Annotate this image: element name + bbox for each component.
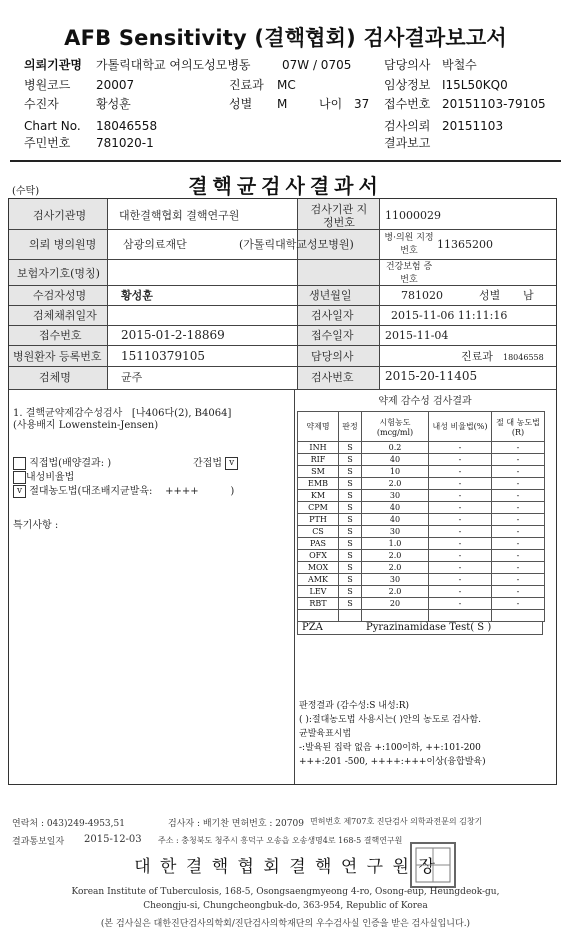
col-header: 판정 [339,412,362,442]
doc-tag: (수탁) [12,186,40,197]
sensitivity-table [297,411,545,622]
notes-label: 특기사항 : [13,520,59,531]
sens-cell: S [339,454,362,466]
sens-row [298,466,545,478]
sens-row [298,538,545,550]
license: 면허번호 제707호 진단검사 의학과전문의 김창기 [310,817,483,826]
report-date-label: 결과통보일자 [12,837,65,847]
header-label: 진료과 [229,78,264,92]
sens-row [298,502,545,514]
age-label: 나이 [319,97,343,111]
header-value: 20151103 [442,119,504,133]
sens-row [298,550,545,562]
sens-cell [429,610,492,622]
field-label: 수검자성명 [33,289,87,302]
sens-cell: - [429,586,492,598]
header-label: 검사의뢰 [384,119,431,133]
sens-cell: - [429,550,492,562]
header-value: 07W / 0705 [282,58,352,72]
pza-label: PZA [302,622,323,633]
field-label: 담당의사 [311,350,354,363]
sens-cell: CPM [298,502,339,514]
sens-cell: PAS [298,538,339,550]
sens-cell: - [492,562,545,574]
sens-cell [362,610,429,622]
doc-title: 결핵균검사결과서 [188,174,383,198]
divider [10,160,561,162]
sens-cell: 1.0 [362,538,429,550]
field-label: 진료과 [461,350,493,363]
field-value: 11000029 [385,209,441,222]
header-label: 수진자 [24,97,59,111]
sens-cell: S [339,478,362,490]
org-name: 대 한 결 핵 협 회 결 핵 연 구 원 장 [134,857,437,877]
header-label: 임상정보 [384,78,431,92]
sens-row [298,610,545,622]
field-value: 삼광의료재단 [123,238,187,251]
field-value: 2015-01-2-18869 [121,328,225,342]
field-value: 2015-11-04 [385,329,449,342]
col-header: 절 대 농도법(R) [492,412,545,442]
header-label: 병원코드 [24,78,71,92]
inspector: 검사자 : 배기찬 면허번호 : 20709 [168,819,304,829]
test-method: (사용배지 Lowenstein-Jensen) [13,420,159,431]
field-value: 2015-11-06 11:11:16 [391,309,508,322]
indirect-checkbox: v [225,457,238,470]
legend-line: -:발육된 집락 없음 +:100이하, ++:101-200 [299,743,481,753]
sens-cell: RBT [298,598,339,610]
header-value: 18046558 [96,119,158,133]
sens-cell: INH [298,442,339,454]
sens-cell: S [339,502,362,514]
sens-cell [339,610,362,622]
header-label: 담당의사 [384,58,431,72]
sens-row [298,526,545,538]
sens-cell: - [492,478,545,490]
header-value: 박철수 [442,58,477,72]
sens-cell: 0.2 [362,442,429,454]
direct-method [13,457,111,470]
field-value: 15110379105 [121,349,205,363]
field-label: 성별 [479,289,501,302]
legend-line: +++:201 -500, ++++:+++이상(융합발육) [299,757,486,767]
sens-cell: S [339,466,362,478]
header-value: 가톨릭대학교 여의도성모병동 [96,58,251,72]
field-value: 균주 [121,371,143,384]
org-address: 주소 : 충청북도 청주시 흥덕구 오송읍 오송생명4로 168-5 결핵연구원 [158,836,403,845]
sens-cell: 2.0 [362,586,429,598]
col-header: 내성 비율법(%) [429,412,492,442]
header-value: 781020-1 [96,136,154,150]
header-label: 의뢰기관명 [24,58,82,72]
sens-cell: 10 [362,466,429,478]
sens-cell: - [429,490,492,502]
sens-cell: S [339,442,362,454]
sens-cell: - [492,586,545,598]
sens-cell: - [429,598,492,610]
sens-cell: EMB [298,478,339,490]
header-label: 접수번호 [384,97,431,111]
sens-table-wrap [297,411,545,635]
result-form [8,198,557,785]
field-label: 검체명 [39,371,71,384]
sens-cell: S [339,562,362,574]
sens-cell: S [339,586,362,598]
header-value: M [277,97,288,111]
field-label: 검사일자 [311,309,354,322]
header-label: 결과보고 [384,136,431,150]
legend-line: ( ):절대농도법 사용시는( )안의 농도로 검사함. [299,715,482,725]
sens-cell: OFX [298,550,339,562]
sens-cell: 2.0 [362,550,429,562]
pza-row [297,622,543,635]
field-label: 병·의원 지정번호 [384,233,434,256]
resist-ratio-checkbox [13,471,26,484]
org-address-en-1: Korean Institute of Tuberculosis, 168-5, Osongsaengmyeong 4-ro, Osong-eup, Heungdeok-gu, [71,887,500,897]
sens-cell: - [429,562,492,574]
sens-row [298,478,545,490]
col-header: 약제명 [298,412,339,442]
sens-row [298,586,545,598]
sens-cell: 40 [362,454,429,466]
field-label: 접수번호 [39,329,82,342]
sens-cell: - [492,598,545,610]
sens-cell: S [339,598,362,610]
sens-cell: RIF [298,454,339,466]
sens-row [298,442,545,454]
sens-cell: - [492,574,545,586]
field-value: 대한결핵협회 결핵연구원 [119,209,240,222]
sens-cell: SM [298,466,339,478]
sens-cell: 2.0 [362,562,429,574]
sens-cell: 30 [362,490,429,502]
field-label: 생년월일 [309,289,352,302]
indirect-method [193,457,238,470]
header-value: 20007 [96,78,135,92]
field-label: 보험자기호(명칭) [17,267,100,280]
pza-value: Pyrazinamidase Test( S ) [366,622,492,633]
sens-cell: 40 [362,502,429,514]
field-label: 검사기관 지정번호 [310,203,368,229]
certification-note: (본 검사실은 대한진단검사의학회/진단검사의학재단의 우수검사실 인증을 받은 검사실입니다.) [100,919,471,929]
sens-cell: S [339,574,362,586]
sens-cell: PTH [298,514,339,526]
field-label: 병원환자 등록번호 [13,350,102,363]
indirect-label: 간접법 [193,458,222,469]
sens-cell: - [429,442,492,454]
header-info [24,58,554,154]
header-value: 20151103-79105 [442,97,546,111]
header-label: 주민번호 [24,136,71,150]
sens-cell: AMK [298,574,339,586]
resist-ratio-method [13,471,74,484]
header-value: 황성훈 [96,97,131,111]
sens-row [298,598,545,610]
sens-cell: - [492,550,545,562]
field-value: 18046558 [503,353,544,362]
field-value: 781020 [401,289,443,302]
official-seal [410,842,456,888]
sens-cell: - [429,466,492,478]
legend-line: 판정결과 (감수성:S 내성:R) [299,701,409,711]
sens-cell: - [492,514,545,526]
field-value: (가톨릭대학교성모병원) [239,238,354,251]
sens-cell [492,610,545,622]
sens-cell: S [339,514,362,526]
sens-cell: - [429,502,492,514]
report-date: 2015-12-03 [84,834,142,845]
sens-cell [298,610,339,622]
field-value: 2015-20-11405 [385,369,478,383]
age-value: 37 [354,97,370,111]
absolute-method [13,485,234,498]
sens-row [298,562,545,574]
sens-cell: S [339,550,362,562]
sens-cell: LEV [298,586,339,598]
seal-icon [412,844,454,886]
sens-row [298,574,545,586]
sens-cell: 2.0 [362,478,429,490]
report-title: AFB Sensitivity (결핵협회) 검사결과보고서 [64,26,507,50]
sens-cell: - [492,502,545,514]
sens-cell: 30 [362,574,429,586]
sens-cell: - [429,514,492,526]
field-label: 검체채취일자 [33,309,97,322]
sens-cell: S [339,490,362,502]
sens-cell: - [492,490,545,502]
col-header: 시험농도 (mcg/ml) [362,412,429,442]
header-value: MC [277,78,296,92]
sens-cell: - [492,466,545,478]
field-label: 의뢰 병의원명 [29,238,97,251]
contact: 연락처 : 043)249-4953,51 [12,819,125,829]
field-value: 11365200 [437,238,493,251]
legend [299,699,553,769]
sens-cell: - [492,442,545,454]
absolute-label: 절대농도법(대조배지균발육: ++++ ) [29,486,235,497]
field-label: 검사번호 [311,371,354,384]
sens-cell: - [429,538,492,550]
sens-cell: S [339,526,362,538]
sens-cell: - [429,574,492,586]
sens-cell: S [339,538,362,550]
sens-cell: - [429,478,492,490]
patient-name: 황성훈 [121,289,153,302]
sens-cell: 30 [362,526,429,538]
sens-cell: 40 [362,514,429,526]
sens-row [298,454,545,466]
header-label: Chart No. [24,119,81,133]
sens-cell: - [492,526,545,538]
header-value: I15L50KQ0 [442,78,508,92]
sens-cell: - [429,454,492,466]
direct-checkbox [13,457,26,470]
legend-line: 균발육표시법 [299,729,352,739]
org-address-en-2: Cheongju-si, Chungcheongbuk-do, 363-954, Republic of Korea [143,901,428,911]
sens-cell: - [429,526,492,538]
absolute-checkbox: v [13,485,26,498]
sens-cell: CS [298,526,339,538]
sens-cell: MOX [298,562,339,574]
test-item: 1. 결핵균약제감수성검사 [나406다(2), B4064] [13,408,232,419]
field-label: 건강보험 증번호 [385,262,433,285]
field-label: 검사기관명 [33,209,87,222]
field-value: 남 [523,289,534,302]
sens-row [298,490,545,502]
sens-title: 약제 감수성 검사결과 [378,396,472,407]
direct-label: 직접법(배양결과: ) [29,458,112,469]
field-label: 접수일자 [311,329,354,342]
sens-cell: 20 [362,598,429,610]
sens-cell: - [492,454,545,466]
sens-cell: - [492,538,545,550]
header-label: 성별 [229,97,253,111]
resist-ratio-label: 내성비율법 [26,472,75,483]
sens-row [298,514,545,526]
sens-cell: KM [298,490,339,502]
